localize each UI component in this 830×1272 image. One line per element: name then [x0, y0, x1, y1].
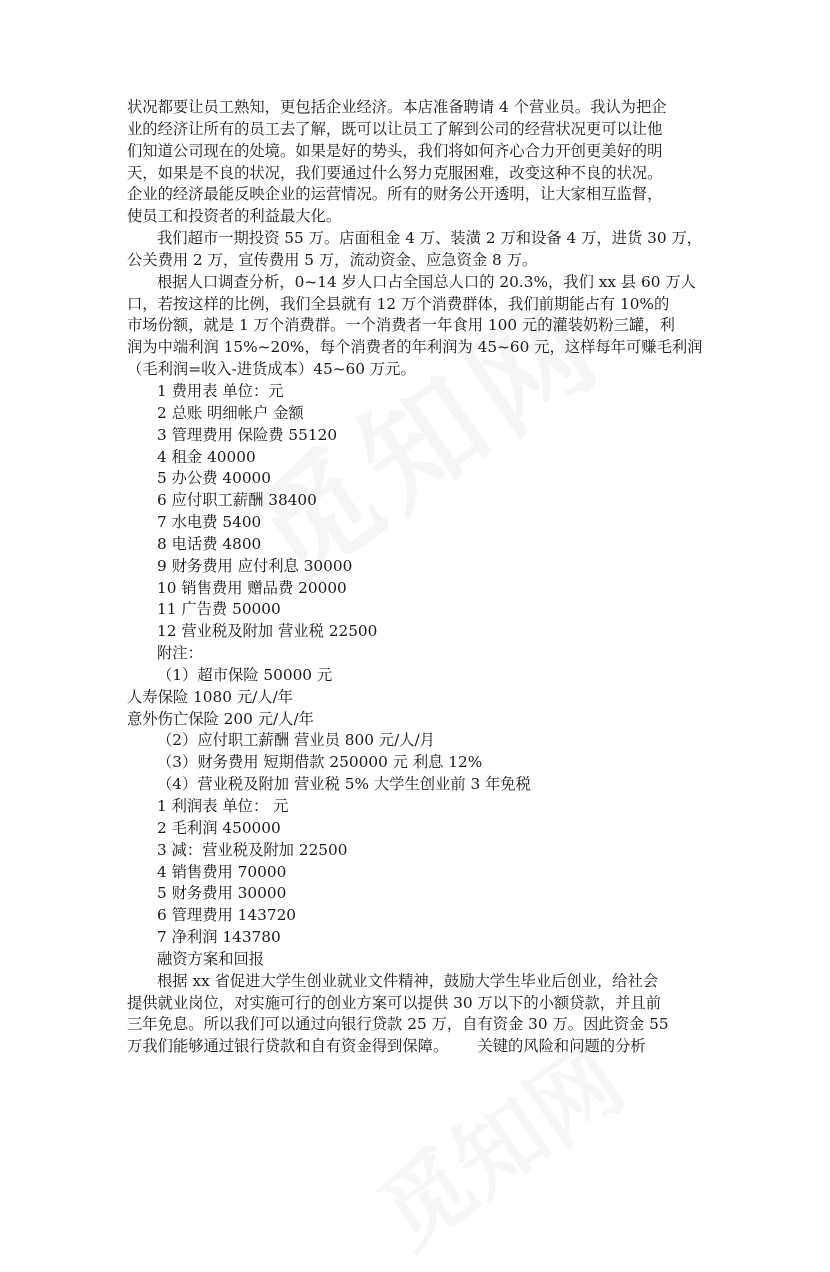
expense-table-line: 10 销售费用 赠品费 20000 — [157, 578, 347, 597]
section-heading: 融资方案和回报 — [157, 949, 265, 968]
paragraph-line: 根据人口调查分析，0~14 岁人口占全国总人口的 20.3%，我们 xx 县 60 万人 — [157, 272, 696, 291]
expense-table-line: 5 办公费 40000 — [157, 469, 272, 488]
paragraph-line: 口，若按这样的比例，我们全县就有 12 万个消费群体，我们前期能占有 10%的 — [127, 294, 670, 313]
paragraph-line: 市场份额，就是 1 万个消费群。一个消费者一年食用 100 元的灌装奶粉三罐，利 — [127, 316, 675, 335]
paragraph-line: 根据 xx 省促进大学生创业就业文件精神，鼓励大学生毕业后创业，给社会 — [157, 971, 659, 990]
paragraph-line: 公关费用 2 万，宣传费用 5 万，流动资金、应急资金 8 万。 — [127, 250, 538, 269]
note-line: （2）应付职工薪酬 营业员 800 元/人/月 — [157, 731, 435, 750]
document-body — [127, 97, 705, 1058]
profit-table-line: 5 财务费用 30000 — [157, 884, 287, 903]
paragraph-line: 润为中端利润 15%~20%，每个消费者的年利润为 45~60 元，这样每年可赚毛利润 — [127, 338, 703, 357]
profit-table-line: 4 销售费用 70000 — [157, 862, 287, 881]
paragraph-line: 天，如果是不良的状况，我们要通过什么努力克服困难，改变这种不良的状况。 — [127, 163, 663, 182]
paragraph-line: 业的经济让所有的员工去了解，既可以让员工了解到公司的经营状况更可以让他 — [127, 119, 663, 138]
paragraph-line: 万我们能够通过银行贷款和自有资金得到保障。 关键的风险和问题的分析 — [127, 1037, 646, 1056]
paragraph-line: 们知道公司现在的处境。如果是好的势头，我们将如何齐心合力开创更美好的明 — [127, 141, 663, 160]
expense-table-line: 11 广告费 50000 — [157, 600, 281, 619]
expense-table-line: 9 财务费用 应付利息 30000 — [157, 556, 353, 575]
note-line: 意外伤亡保险 200 元/人/年 — [127, 709, 314, 728]
note-line: 人寿保险 1080 元/人/年 — [127, 687, 294, 706]
profit-table-line: 7 净利润 143780 — [157, 928, 281, 947]
paragraph-line: 企业的经济最能反映企业的运营情况。所有的财务公开透明，让大家相互监督， — [127, 185, 663, 204]
paragraph-line: 使员工和投资者的利益最大化。 — [127, 207, 342, 226]
profit-table-line: 6 管理费用 143720 — [157, 906, 297, 925]
note-line: （3）财务费用 短期借款 250000 元 利息 12% — [157, 753, 483, 772]
paragraph-line: 我们超市一期投资 55 万。店面租金 4 万、装潢 2 万和设备 4 万，进货 30 万， — [157, 229, 703, 248]
expense-table-line: 7 水电费 5400 — [157, 513, 262, 532]
paragraph-line: 状况都要让员工熟知，更包括企业经济。本店准备聘请 4 个营业员。我认为把企 — [127, 98, 667, 116]
expense-table-line: 2 总账 明细帐户 金额 — [157, 403, 304, 422]
expense-table-line: 3 管理费用 保险费 55120 — [157, 425, 338, 444]
profit-table-line: 3 减：营业税及附加 22500 — [157, 840, 348, 859]
notes-heading: 附注： — [157, 644, 203, 663]
paragraph-line: 提供就业岗位，对实施可行的创业方案可以提供 30 万以下的小额贷款，并且前 — [127, 993, 661, 1012]
note-line: （1）超市保险 50000 元 — [157, 665, 333, 684]
expense-table-line: 8 电话费 4800 — [157, 534, 262, 553]
expense-table-line: 12 营业税及附加 营业税 22500 — [157, 622, 378, 641]
profit-table-line: 2 毛利润 450000 — [157, 818, 281, 837]
expense-table-line: 6 应付职工薪酬 38400 — [157, 491, 317, 510]
profit-table-line: 1 利润表 单位： 元 — [157, 797, 289, 815]
paragraph-line: 三年免息。所以我们可以通过向银行贷款 25 万，自有资金 30 万。因此资金 55 — [127, 1015, 669, 1034]
expense-table-line: 4 租金 40000 — [157, 447, 256, 466]
expense-table-line: 1 费用表 单位：元 — [157, 381, 284, 400]
paragraph-line: （毛利润=收入-进货成本）45~60 万元。 — [127, 360, 416, 379]
note-line: （4）营业税及附加 营业税 5% 大学生创业前 3 年免税 — [157, 775, 531, 794]
